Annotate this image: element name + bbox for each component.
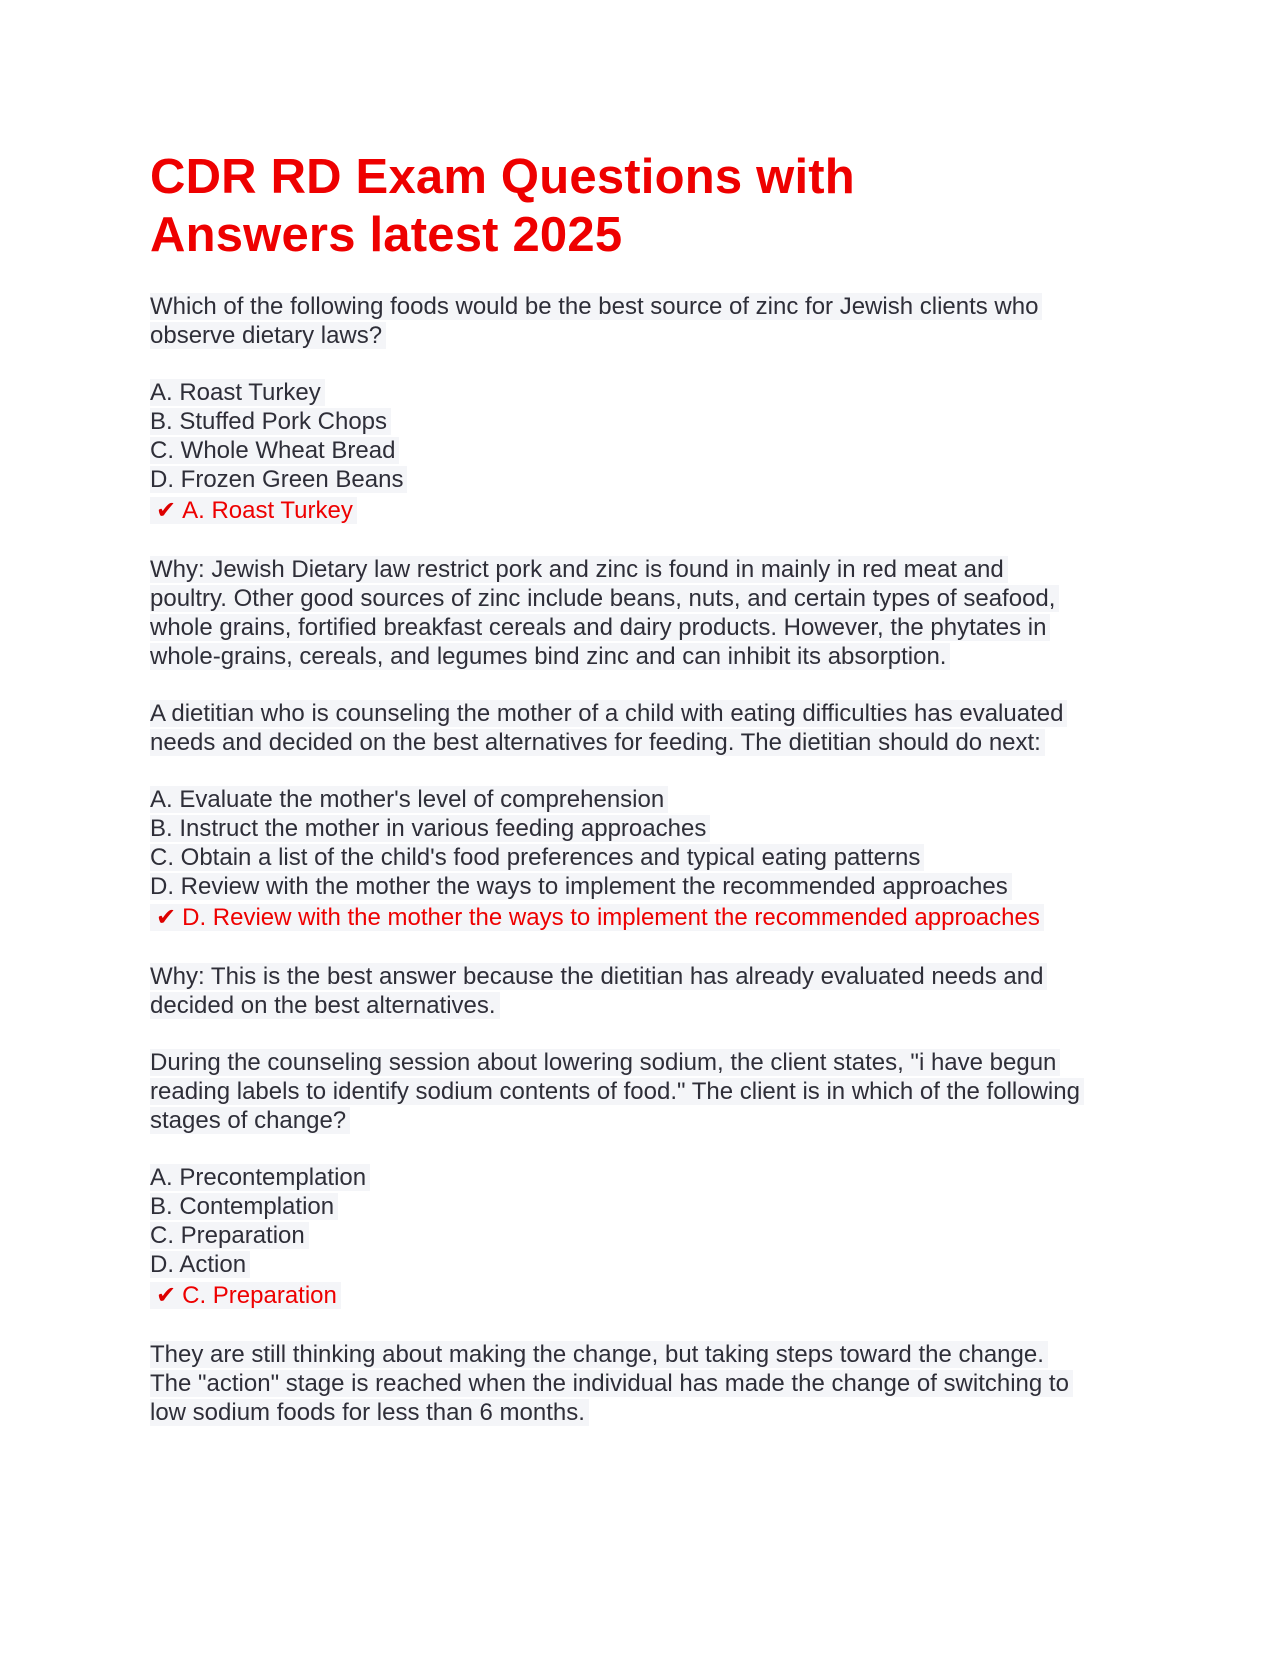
correct-answer <box>150 1281 1140 1310</box>
prompt-line: Which of the following foods would be the best source of zinc for Jewish clients who <box>150 293 1042 320</box>
explanation-line: low sodium foods for less than 6 months. <box>150 1399 589 1426</box>
checkmark-icon: ✔ <box>156 497 177 524</box>
option-item <box>150 407 1140 436</box>
prompt-line: A dietitian who is counseling the mother of a child with eating difficulties has evaluated <box>150 700 1067 727</box>
option-item <box>150 465 1140 494</box>
explanation-line: Why: Jewish Dietary law restrict pork and zinc is found in mainly in red meat and <box>150 556 1008 583</box>
option-item <box>150 843 1140 872</box>
option-item <box>150 436 1140 465</box>
explanation-line: decided on the best alternatives. <box>150 992 500 1019</box>
option-text: D. Review with the mother the ways to implement the recommended approaches <box>150 873 1012 900</box>
option-item <box>150 814 1140 843</box>
title-line-1: CDR RD Exam Questions with <box>150 150 855 204</box>
option-text: C. Obtain a list of the child's food preferences and typical eating patterns <box>150 844 924 871</box>
question-block-2 <box>150 699 1140 1020</box>
option-text: C. Preparation <box>150 1222 309 1249</box>
option-item <box>150 785 1140 814</box>
option-text: D. Frozen Green Beans <box>150 466 407 493</box>
explanation-line: The "action" stage is reached when the individual has made the change of switching to <box>150 1370 1073 1397</box>
explanation <box>150 1340 1140 1427</box>
prompt-line: observe dietary laws? <box>150 322 386 349</box>
option-text: B. Contemplation <box>150 1193 338 1220</box>
checkmark-icon: ✔ <box>156 904 177 931</box>
correct-answer <box>150 903 1140 932</box>
document-page <box>150 148 1140 1455</box>
option-list <box>150 785 1140 901</box>
prompt-line: During the counseling session about lowering sodium, the client states, "i have begun <box>150 1049 1060 1076</box>
explanation-line: poultry. Other good sources of zinc include beans, nuts, and certain types of seafood, <box>150 585 1059 612</box>
explanation-line: They are still thinking about making the change, but taking steps toward the change. <box>150 1341 1048 1368</box>
answer-text: D. Review with the mother the ways to implement the recommended approaches <box>182 904 1040 931</box>
option-item <box>150 1192 1140 1221</box>
prompt-line: needs and decided on the best alternatives for feeding. The dietitian should do next: <box>150 729 1045 756</box>
document-title <box>150 148 1140 264</box>
explanation-line: whole-grains, cereals, and legumes bind zinc and can inhibit its absorption. <box>150 643 950 670</box>
explanation <box>150 555 1140 671</box>
option-item <box>150 378 1140 407</box>
explanation-line: Why: This is the best answer because the dietitian has already evaluated needs and <box>150 963 1047 990</box>
option-item <box>150 872 1140 901</box>
option-text: B. Stuffed Pork Chops <box>150 408 391 435</box>
option-text: A. Precontemplation <box>150 1164 370 1191</box>
answer-text: A. Roast Turkey <box>182 497 353 524</box>
option-item <box>150 1250 1140 1279</box>
question-prompt <box>150 292 1140 350</box>
option-text: C. Whole Wheat Bread <box>150 437 399 464</box>
question-block-1 <box>150 292 1140 671</box>
prompt-line: stages of change? <box>150 1107 350 1134</box>
title-line-2: Answers latest 2025 <box>150 208 623 262</box>
question-prompt <box>150 699 1140 757</box>
option-text: B. Instruct the mother in various feeding approaches <box>150 815 710 842</box>
option-text: A. Roast Turkey <box>150 379 325 406</box>
checkmark-icon: ✔ <box>156 1282 177 1309</box>
question-block-3 <box>150 1048 1140 1427</box>
explanation <box>150 962 1140 1020</box>
correct-answer <box>150 496 1140 525</box>
option-text: A. Evaluate the mother's level of comprehension <box>150 786 668 813</box>
option-text: D. Action <box>150 1251 250 1278</box>
prompt-line: reading labels to identify sodium contents of food." The client is in which of the following <box>150 1078 1084 1105</box>
question-prompt <box>150 1048 1140 1135</box>
option-list <box>150 378 1140 494</box>
option-item <box>150 1221 1140 1250</box>
option-item <box>150 1163 1140 1192</box>
explanation-line: whole grains, fortified breakfast cereals and dairy products. However, the phytates in <box>150 614 1050 641</box>
option-list <box>150 1163 1140 1279</box>
answer-text: C. Preparation <box>182 1282 337 1309</box>
